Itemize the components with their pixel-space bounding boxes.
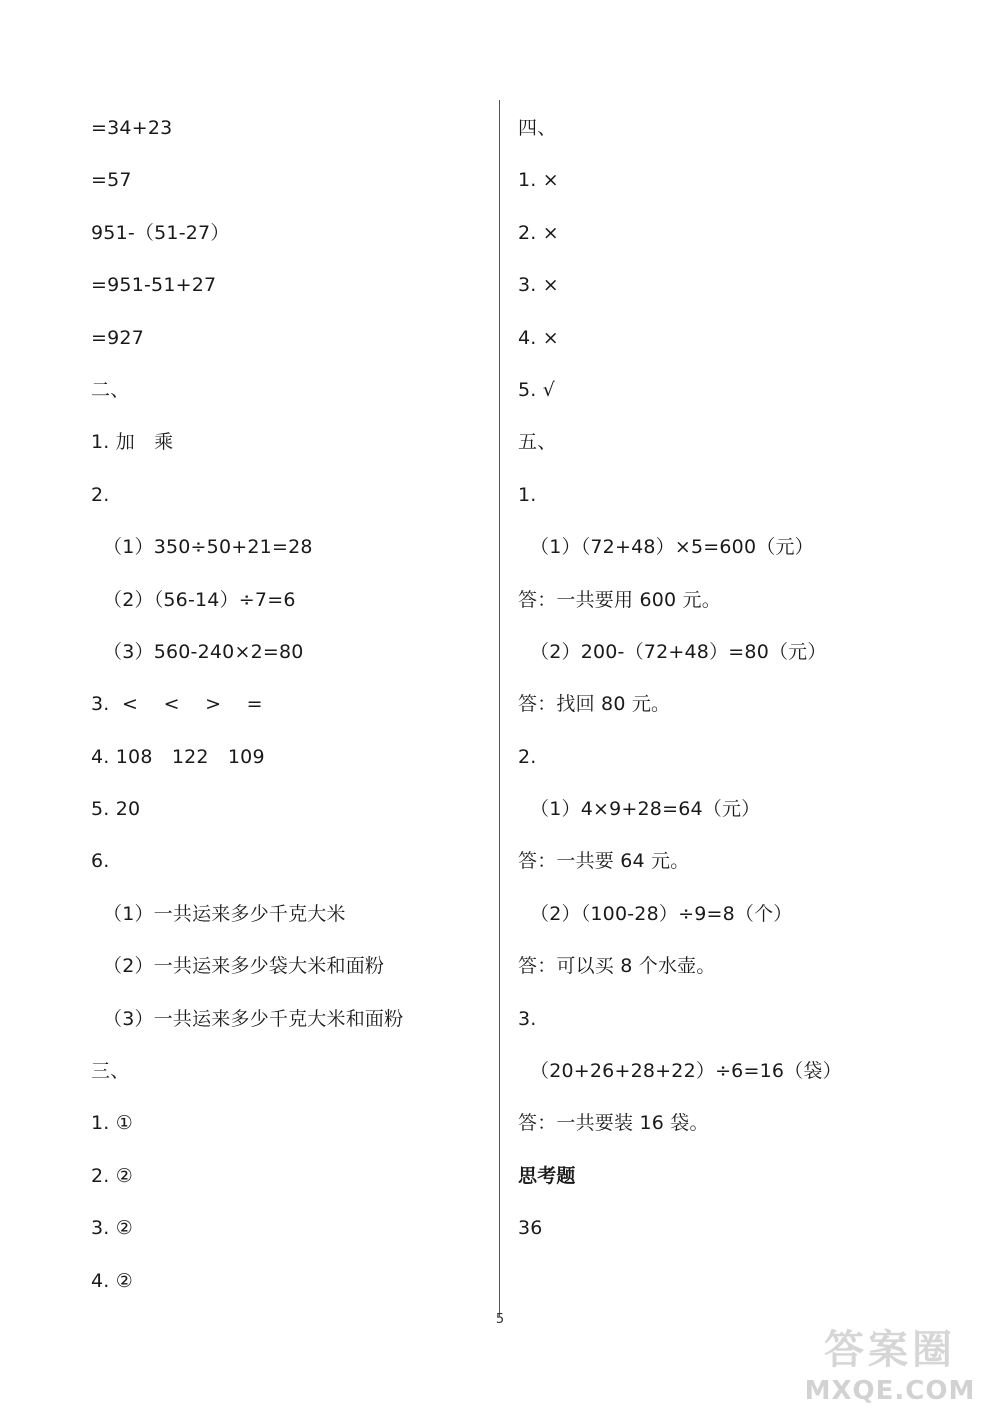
- answer-line: 5. √: [518, 378, 556, 401]
- answer-line: （3）560-240×2=80: [103, 640, 304, 663]
- answer-line: （1）350÷50+21=28: [103, 536, 313, 559]
- answer-line: 1. ①: [91, 1112, 134, 1135]
- section-heading: 四、: [518, 117, 557, 139]
- answer-line: 2.: [518, 745, 537, 768]
- left-column: [91, 110, 486, 1315]
- answer-line: （2）200-（72+48）=80（元）: [530, 640, 827, 663]
- answer-line: （1）（72+48）×5=600（元）: [530, 536, 814, 559]
- answer-line: 1. ×: [518, 169, 559, 192]
- watermark: [790, 1325, 990, 1410]
- section-heading: 五、: [518, 431, 557, 454]
- answer-line: 6.: [91, 850, 110, 873]
- answer-line: 答：一共要装 16 袋。: [518, 1112, 709, 1135]
- answer-line: （2）（56-14）÷7=6: [103, 588, 296, 611]
- answer-line: （2）一共运来多少袋大米和面粉: [103, 955, 385, 978]
- watermark-logo: 答案圈: [824, 1327, 956, 1373]
- answer-line: （20+26+28+22）÷6=16（袋）: [530, 1060, 842, 1083]
- answer-line: 1.: [518, 483, 537, 506]
- answer-line: 1. 加 乘: [91, 431, 174, 454]
- answer-line: 951-（51-27）: [91, 221, 230, 244]
- answer-line: =927: [91, 326, 144, 349]
- answer-line: 36: [518, 1217, 543, 1240]
- answer-line: （1）4×9+28=64（元）: [530, 798, 761, 821]
- section-heading: 二、: [91, 378, 130, 401]
- answer-line: 答：找回 80 元。: [518, 693, 671, 716]
- answer-line: 答：一共要 64 元。: [518, 850, 690, 873]
- answer-line: （2）（100-28）÷9=8（个）: [530, 902, 793, 925]
- section-heading: 三、: [91, 1060, 130, 1083]
- answer-line: 2. ②: [91, 1164, 134, 1187]
- watermark-url: MXQE.COM: [804, 1376, 976, 1406]
- answer-line: 3. ×: [518, 274, 559, 297]
- answer-line: =951-51+27: [91, 274, 217, 297]
- answer-line: 4. ②: [91, 1269, 134, 1292]
- answer-line: 答：可以买 8 个水壶。: [518, 955, 716, 978]
- right-column: [518, 110, 958, 1263]
- answer-line: =57: [91, 169, 132, 192]
- section-heading-thinking: 思考题: [518, 1164, 576, 1187]
- answer-line: 答：一共要用 600 元。: [518, 588, 721, 611]
- answer-line: （1）一共运来多少千克大米: [103, 902, 346, 925]
- answer-line: 2. ×: [518, 221, 559, 244]
- answer-line: =34+23: [91, 117, 173, 139]
- column-divider: [499, 100, 500, 1317]
- answer-line: 3.: [518, 1007, 537, 1030]
- page-number: 5: [495, 1312, 505, 1327]
- answer-line: 4. ×: [518, 326, 559, 349]
- answer-line: 5. 20: [91, 798, 141, 821]
- answer-line: （3）一共运来多少千克大米和面粉: [103, 1007, 404, 1030]
- answer-line: 3. < < > =: [91, 693, 263, 716]
- answer-line: 3. ②: [91, 1217, 134, 1240]
- answer-line: 2.: [91, 483, 110, 506]
- answer-line: 4. 108 122 109: [91, 745, 265, 768]
